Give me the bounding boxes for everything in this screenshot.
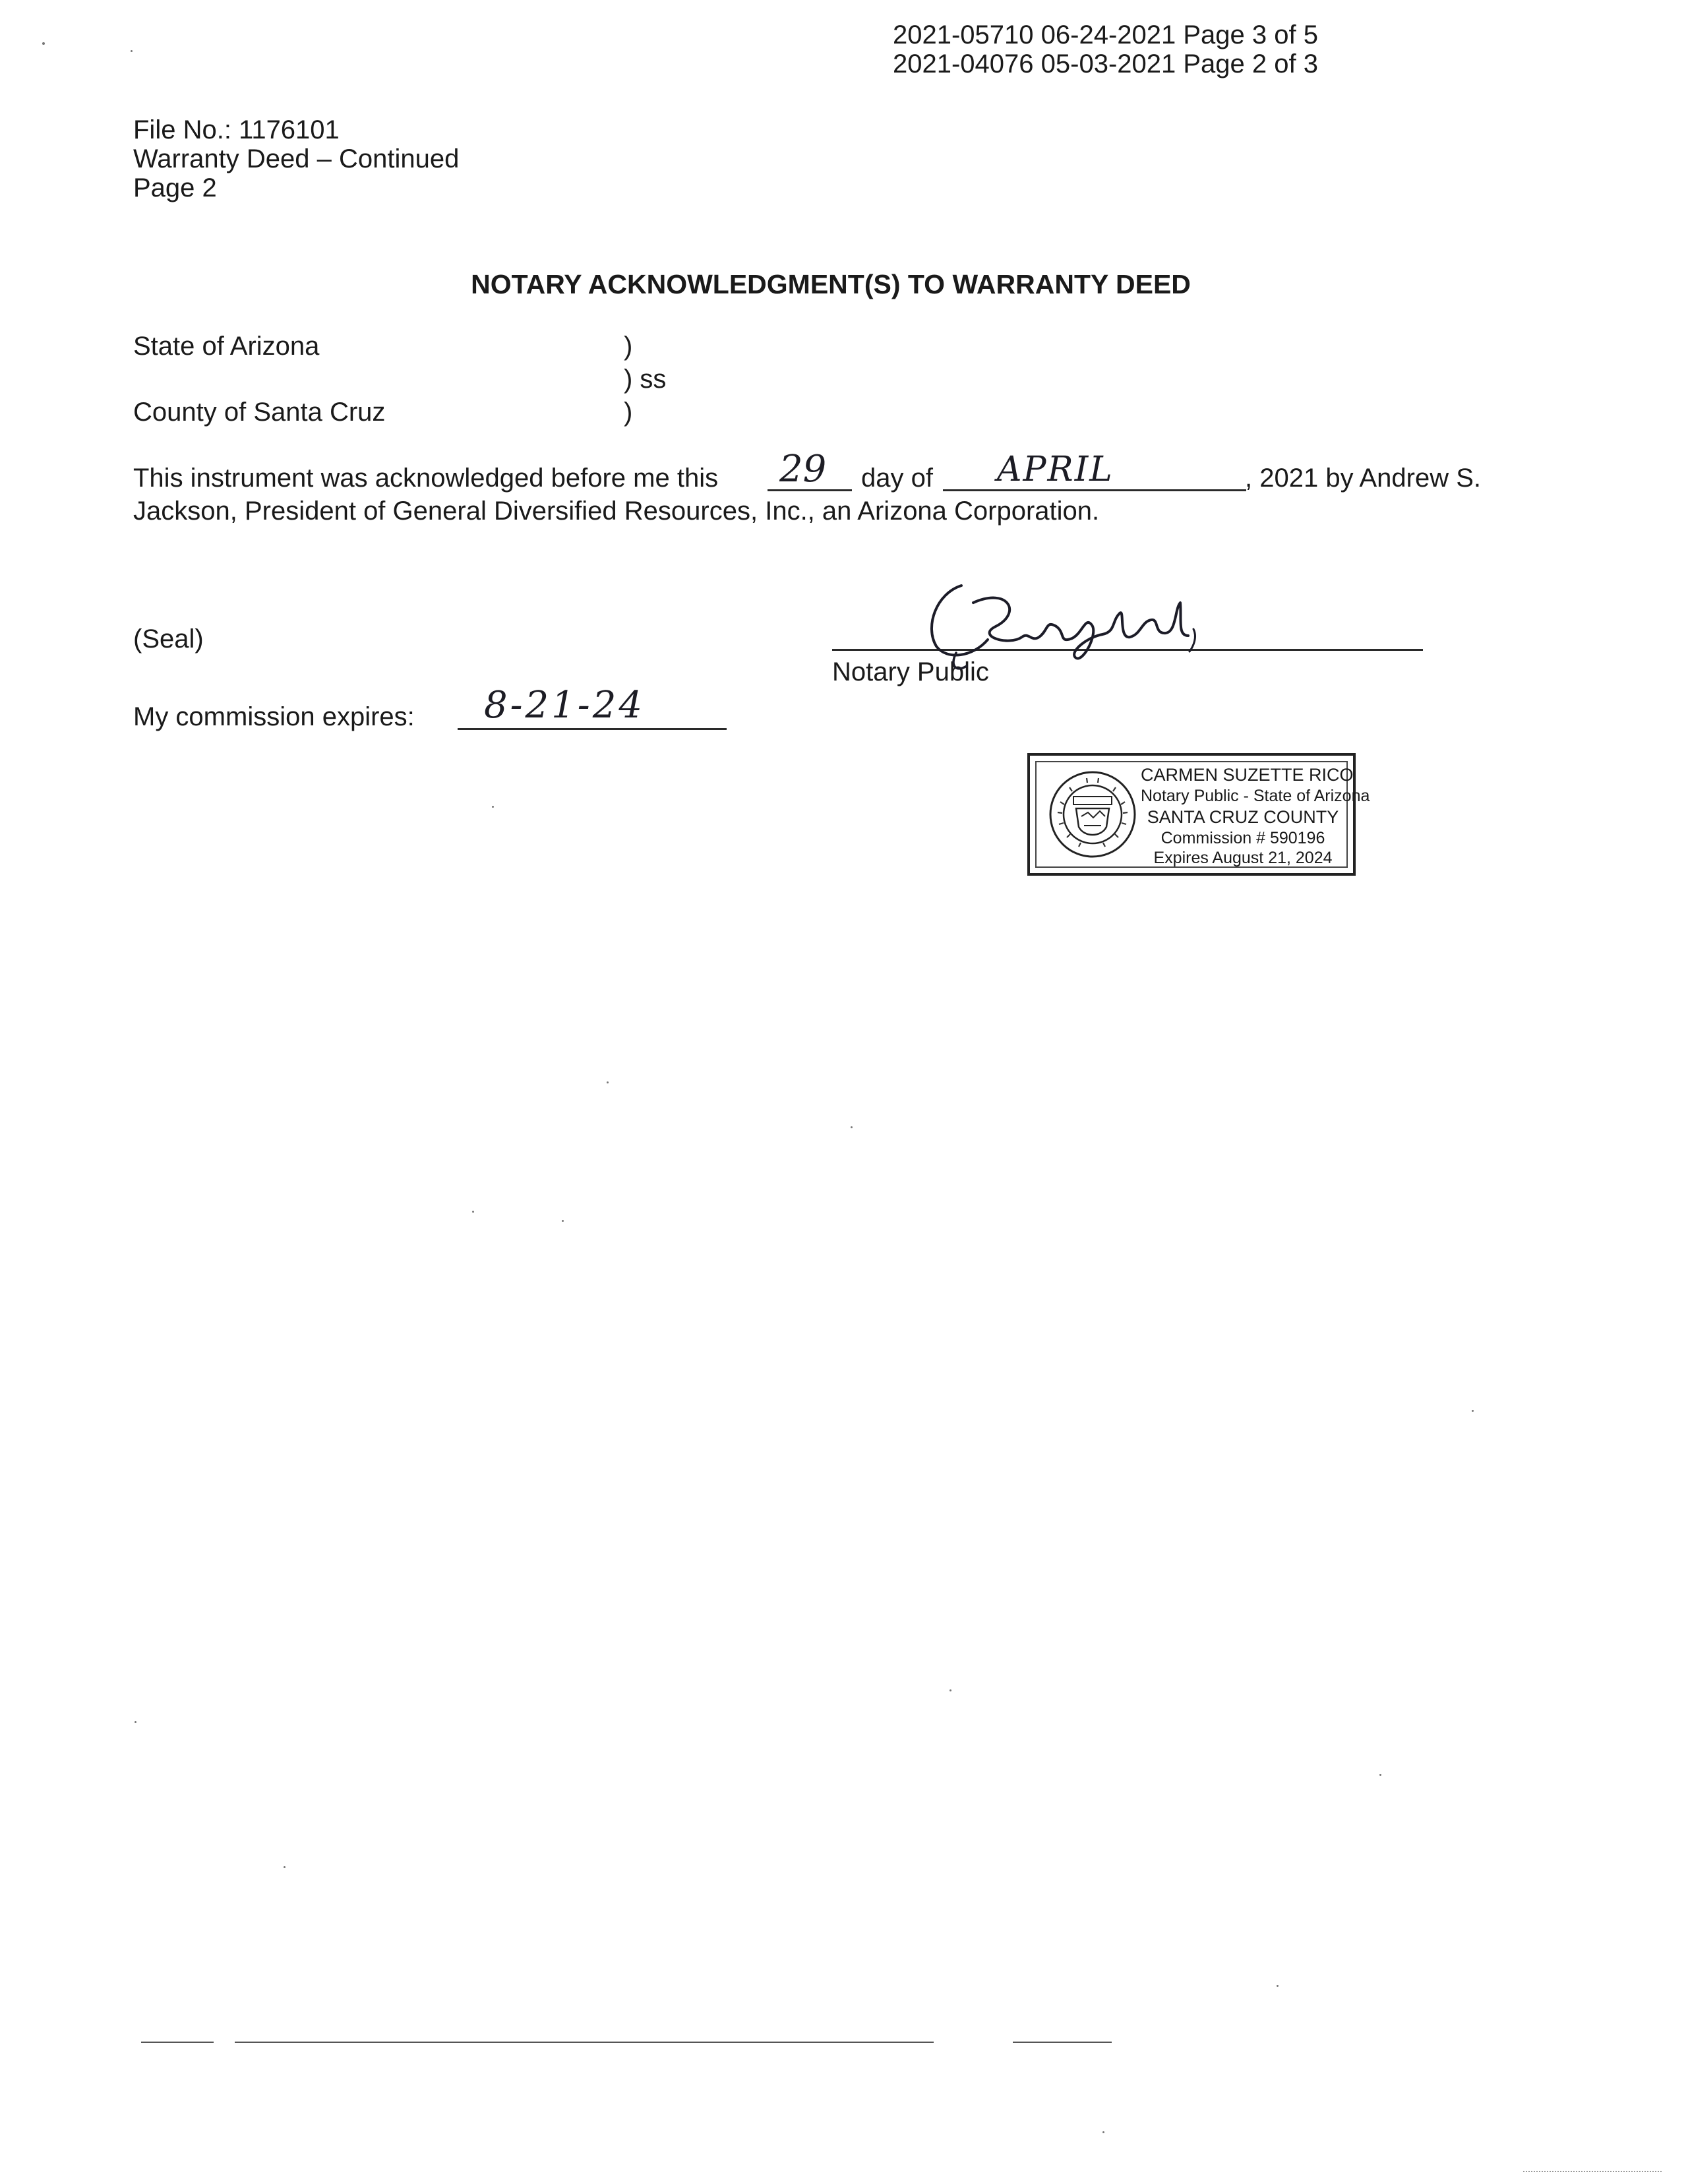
stamp-commission-number: Commission # 590196 bbox=[1160, 829, 1325, 847]
notary-public-label: Notary Public bbox=[832, 657, 989, 686]
acknowledgment-text-4: Jackson, President of General Diversified Resources, Inc., an Arizona Corporation. bbox=[133, 497, 1100, 526]
page-title: NOTARY ACKNOWLEDGMENT(S) TO WARRANTY DEED bbox=[471, 269, 1191, 299]
acknowledgment-text-3: , 2021 by Andrew S. bbox=[1245, 464, 1482, 493]
page-label: Page 2 bbox=[133, 173, 217, 202]
stamp-county: SANTA CRUZ COUNTY bbox=[1147, 807, 1339, 827]
venue-paren-top: ) bbox=[624, 332, 633, 361]
commission-expires-label: My commission expires: bbox=[133, 702, 415, 731]
notary-stamp bbox=[1027, 753, 1370, 876]
day-handwritten: 29 bbox=[779, 448, 827, 491]
notary-signature bbox=[910, 574, 1213, 679]
month-handwritten: APRIL bbox=[997, 450, 1114, 489]
venue-ss: ) ss bbox=[624, 365, 667, 394]
file-number: File No.: 1176101 bbox=[133, 115, 340, 144]
stamp-expiration: Expires August 21, 2024 bbox=[1153, 849, 1333, 867]
stamp-notary-name: CARMEN SUZETTE RICO bbox=[1141, 765, 1354, 785]
acknowledgment-text-2: day of bbox=[861, 464, 933, 493]
venue-county: County of Santa Cruz bbox=[133, 398, 386, 427]
month-blank-line bbox=[943, 489, 1246, 491]
state-seal-icon bbox=[1047, 769, 1138, 860]
stamp-notary-title: Notary Public - State of Arizona bbox=[1141, 787, 1370, 805]
venue-paren-bottom: ) bbox=[624, 398, 633, 427]
recording-number-line-1: 2021-05710 06-24-2021 Page 3 of 5 bbox=[893, 20, 1318, 49]
commission-expires-handwritten: 8-21-24 bbox=[484, 684, 645, 727]
seal-label: (Seal) bbox=[133, 624, 204, 653]
commission-expires-line bbox=[458, 728, 727, 730]
acknowledgment-text-1: This instrument was acknowledged before me this bbox=[133, 464, 719, 493]
recording-number-line-2: 2021-04076 05-03-2021 Page 2 of 3 bbox=[893, 49, 1318, 78]
venue-state: State of Arizona bbox=[133, 332, 320, 361]
document-title: Warranty Deed – Continued bbox=[133, 144, 460, 173]
